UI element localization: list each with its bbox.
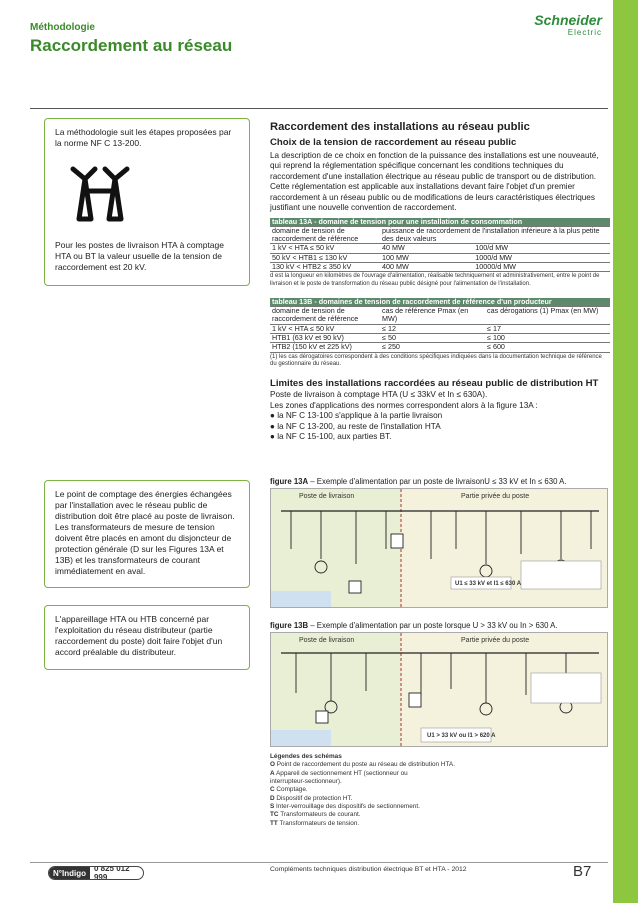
table-13a [270, 218, 610, 273]
table-cell: ≤ 600 [485, 343, 610, 352]
legend-title: Légendes des schémas [270, 753, 342, 760]
legend-item [270, 811, 455, 819]
figure-13b-diagram [270, 632, 608, 747]
table-row [270, 343, 610, 352]
figure-label: figure 13A [270, 477, 309, 486]
indigo-number: 0 825 012 999 [93, 866, 130, 880]
figure-13b-caption [270, 621, 558, 630]
legend-key: S [270, 802, 275, 810]
table-cell: ≤ 250 [380, 343, 485, 352]
table-13a-note: d est la longueur en kilomètres de l'ouvrage d'alimentation, réalisable techniquement et administrativement, entre le point de livraison et le poste de transformation du réseau public désigné pour l'alimentation de l'installation. [270, 273, 600, 288]
legend-text: Dispositif de protection HT. [274, 794, 353, 802]
figure-13a-caption [270, 477, 567, 486]
table-row [270, 263, 610, 272]
table-cell: ≤ 50 [380, 334, 485, 343]
legend-item [270, 786, 455, 794]
table-cell: 1 kV < HTA ≤ 50 kV [270, 244, 380, 253]
subsection-title-limits: Limites des installations raccordées au réseau public de distribution HT [270, 378, 599, 390]
main-column [270, 120, 610, 443]
legend-item [270, 803, 455, 811]
diagram-label: Partie privée du poste [461, 493, 530, 500]
diagram-note: U1 ≤ 33 kV et I1 ≤ 630 A [455, 581, 522, 587]
table-cell: 10000/d MW [473, 263, 610, 272]
table-13b-caption: tableau 13B - domaines de tension de raccordement de référence d'un producteur [270, 298, 610, 307]
paragraph-4: Les zones d'applications des normes correspondent alors à la figure 13A : [270, 400, 538, 410]
legend-text: Inter-verrouillage des dispositifs de sectionnement. [274, 802, 420, 810]
metering-note-box [44, 480, 250, 588]
legend-text: Point de raccordement du poste au réseau de distribution HTA. [274, 761, 455, 769]
single-line-diagram-13b [271, 633, 608, 747]
table-cell: 1000/d MW [473, 253, 610, 262]
logo-brand: Schneider [534, 12, 602, 28]
table-13b-note: (1) les cas dérogatoires correspondent à des conditions spécifiques indiquées dans la documentation technique de référence du gestionnaire du réseau. [270, 353, 602, 368]
legend-key: C [270, 786, 275, 794]
legend-item [270, 820, 455, 828]
figure-caption-text: – Exemple d'alimentation par un poste de livraisonU ≤ 33 kV et In ≤ 630 A. [308, 477, 567, 486]
single-line-diagram-13a [271, 489, 608, 608]
table-13a-header: puissance de raccordement de l'installation inférieure à la plus petite des deux valeurs [380, 226, 610, 244]
legend-item [270, 795, 455, 803]
table-cell: HTB1 (63 kV et 90 kV) [270, 334, 380, 343]
bullet-item: ● la NF C 15-100, aux parties BT. [270, 432, 392, 442]
page-title: Raccordement au réseau [30, 36, 233, 55]
figure-caption-text: – Exemple d'alimentation par un poste lorsque U > 33 kV ou In > 630 A. [308, 621, 558, 630]
legend-item [270, 761, 455, 769]
footer-rule [30, 862, 608, 863]
table-cell: 50 kV < HTB1 ≤ 130 kV [270, 253, 380, 262]
table-13a-caption: tableau 13A - domaine de tension pour une installation de consommation [270, 218, 610, 227]
indigo-hotline-badge[interactable] [48, 866, 144, 880]
legend-text: Transformateurs de tension. [277, 819, 360, 827]
methodology-note-box [44, 118, 250, 286]
switchgear-text: L'appareillage HTA ou HTB concerné par l'exploitation du réseau distributeur (partie raccordement du poste) doit faire l'objet d'un accord préalable du distributeur. [55, 614, 223, 658]
table-cell: 100/d MW [473, 244, 610, 253]
indigo-label: N°Indigo [49, 867, 90, 879]
diagram-label: Poste de livraison [299, 493, 355, 500]
table-13b-header: cas de référence Pmax (en MW) [380, 307, 485, 325]
table-cell: 1 kV < HTA ≤ 50 kV [270, 324, 380, 333]
legend-item [270, 770, 440, 787]
schneider-logo [534, 12, 602, 37]
table-cell: 400 MW [380, 263, 473, 272]
methodology-text: La méthodologie suit les étapes proposées par la norme NF C 13-200. [55, 127, 232, 149]
metering-text: Le point de comptage des énergies échangées par l'installation avec le réseau public de distribution doit être placé au poste de livraison. Les transformateurs de mesure de tension doivent être placés en amont du disjoncteur de protection générale (D sur les Figures 13A et 13B) et les transformateurs de courant immédiatement en aval. [55, 489, 235, 577]
logo-sub: Electric [567, 28, 602, 37]
figure-13a-diagram [270, 488, 608, 608]
bullet-item: ● la NF C 13-200, au reste de l'installation HTA [270, 421, 441, 431]
section-kicker: Méthodologie [30, 22, 95, 33]
legend-key: O [270, 761, 275, 769]
table-cell: ≤ 100 [485, 334, 610, 343]
legend-text: Appareil de sectionnement HT (sectionneur ou interrupteur-sectionneur). [270, 769, 408, 785]
table-13b-header: cas dérogations (1) Pmax (en MW) [485, 307, 610, 325]
footer-text: Compléments techniques distribution électrique BT et HTA - 2012 [270, 866, 467, 873]
table-13b-header: domaine de tension de raccordement de référence [270, 307, 380, 325]
table-cell: 40 MW [380, 244, 473, 253]
legend-key: A [270, 769, 275, 777]
table-cell: HTB2 (150 kV et 225 kV) [270, 343, 380, 352]
diagram-legend [270, 753, 455, 828]
bullet-text: la NF C 13-100 s'applique à la partie livraison [277, 411, 443, 421]
table-13a-header: domaine de tension de raccordement de référence [270, 226, 380, 244]
voltage-note-text: Pour les postes de livraison HTA à comptage HTA ou BT la valeur usuelle de la tension de raccordement est 20 kV. [55, 240, 224, 273]
table-cell: ≤ 17 [485, 324, 610, 333]
page-edge-band [613, 0, 638, 903]
table-cell: 100 MW [380, 253, 473, 262]
paragraph-2: Cette réglementation est applicable aux installations devant faire l'objet d'un premier raccordement à un réseau public ou de modifications de leurs caractéristiques électriques justifiant une nouvelle convention de raccordement. [270, 182, 595, 213]
high-voltage-pylon-icon [65, 159, 135, 229]
subsection-title-voltage: Choix de la tension de raccordement au réseau public [270, 137, 517, 149]
table-13b [270, 298, 610, 353]
figure-label: figure 13B [270, 621, 309, 630]
section-title: Raccordement des installations au réseau public [270, 121, 530, 133]
paragraph-3: Poste de livraison à comptage HTA (U ≤ 33kV et In ≤ 630A). [270, 390, 488, 400]
switchgear-note-box [44, 605, 250, 670]
bullet-text: la NF C 15-100, aux parties BT. [277, 432, 392, 442]
diagram-label: Poste de livraison [299, 637, 355, 644]
diagram-label: Partie privée du poste [461, 637, 530, 644]
table-cell: ≤ 12 [380, 324, 485, 333]
legend-text: Comptage. [274, 786, 308, 794]
page-number: B7 [573, 863, 592, 880]
bullet-text: la NF C 13-200, au reste de l'installation HTA [277, 421, 441, 431]
bullet-item: ● la NF C 13-100 s'applique à la partie livraison [270, 411, 443, 421]
header-rule [30, 108, 608, 109]
legend-key: TT [270, 819, 278, 827]
legend-key: D [270, 794, 275, 802]
diagram-note: U1 > 33 kV ou I1 > 620 A [427, 733, 496, 739]
legend-text: Transformateurs de courant. [278, 811, 361, 819]
legend-key: TC [270, 811, 279, 819]
table-row [270, 244, 610, 253]
paragraph-1: La description de ce choix en fonction de la puissance des installations est une nouveauté, qui reprend la réglementation spécifique concernant les conditions techniques du raccordement d'une installation électrique au réseau public de transport ou de distribution. [270, 150, 599, 181]
table-cell: 130 kV < HTB2 ≤ 350 kV [270, 263, 380, 272]
